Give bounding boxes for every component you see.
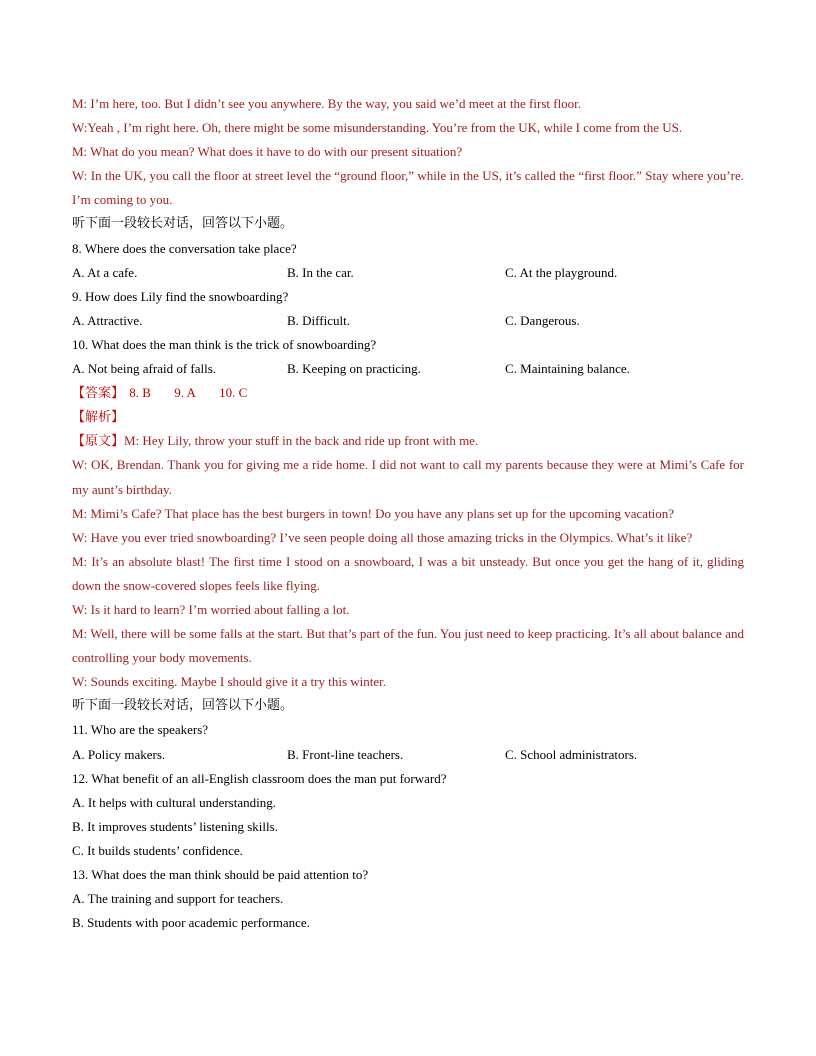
option-a: A. Not being afraid of falls.: [72, 361, 217, 377]
transcript-first-line: [72, 429, 744, 453]
dialog-line: M: I’m here, too. But I didn’t see you anywhere. By the way, you said we’d meet at the first floor.: [72, 96, 582, 111]
option-b: B. Front-line teachers.: [287, 746, 404, 762]
option-c: C. Dangerous.: [505, 312, 580, 328]
answer-8: 8. B: [129, 385, 151, 401]
option-a: A. At a cafe.: [72, 264, 138, 280]
answer-row: [72, 381, 744, 405]
option-b: B. In the car.: [287, 264, 354, 280]
transcript-line: W: Sounds exciting. Maybe I should give it a try this winter.: [72, 674, 387, 690]
question-11: 11. Who are the speakers?: [72, 722, 209, 738]
dialog-line: W:Yeah , I’m right here. Oh, there might be some misunderstanding. You’re from the UK, while I come from the US.: [72, 120, 683, 136]
option-b: B. Difficult.: [287, 312, 350, 328]
question-12: 12. What benefit of an all-English classroom does the man put forward?: [72, 770, 447, 786]
answer-9: 9. A: [174, 385, 196, 401]
option-c: C. At the playground.: [505, 264, 618, 280]
section-instruction: 听下面一段较长对话，回答以下小题。: [72, 216, 294, 232]
option-b: B. Students with poor academic performance.: [72, 915, 310, 931]
transcript-line: W: Is it hard to learn? I’m worried about falling a lot.: [72, 601, 350, 617]
question-11-options: [72, 743, 744, 767]
option-c: C. Maintaining balance.: [505, 361, 630, 377]
transcript-line: M: Hey Lily, throw your stuff in the back and ride up front with me.: [124, 433, 479, 449]
question-13: 13. What does the man think should be paid attention to?: [72, 867, 369, 882]
option-c: C. School administrators.: [505, 746, 638, 762]
answer-10: 10. C: [219, 385, 248, 401]
section-instruction: 听下面一段较长对话，回答以下小题。: [72, 698, 294, 714]
option-b: B. Keeping on practicing.: [287, 361, 421, 377]
question-8: 8. Where does the conversation take place?: [72, 240, 297, 256]
option-a: A. Policy makers.: [72, 746, 166, 762]
option-b: B. It improves students’ listening skills.: [72, 818, 278, 834]
question-8-options: [72, 261, 744, 285]
analysis-row: [72, 405, 744, 429]
dialog-line: M: What do you mean? What does it have to do with our present situation?: [72, 144, 463, 160]
transcript-line: W: OK, Brendan. Thank you for giving me a ride home. I did not want to call my parents because they were at Mimi’s Cafe for my aunt’s birthday.: [72, 457, 744, 497]
question-9-options: [72, 309, 744, 333]
transcript-line: M: Mimi’s Cafe? That place has the best burgers in town! Do you have any plans set up for the upcoming vacation?: [72, 505, 675, 521]
question-10: 10. What does the man think is the trick of snowboarding?: [72, 336, 377, 352]
transcript-line: M: Well, there will be some falls at the start. But that’s part of the fun. You just need to keep practicing. It’s all about balance and controlling your body movements.: [72, 626, 744, 666]
option-a: A. The training and support for teachers.: [72, 891, 284, 907]
analysis-tag: 【解析】: [72, 410, 125, 426]
dialog-line: W: In the UK, you call the floor at street level the “ground floor,” while in the US, it’s called the “first floor.” Stay where you’re. I’m coming to you.: [72, 168, 744, 208]
question-9: 9. How does Lily find the snowboarding?: [72, 288, 289, 304]
original-tag: 【原文】: [72, 434, 125, 450]
answer-tag: 【答案】: [72, 386, 125, 402]
option-a: A. It helps with cultural understanding.: [72, 794, 276, 810]
question-10-options: [72, 357, 744, 381]
option-a: A. Attractive.: [72, 312, 143, 328]
transcript-line: W: Have you ever tried snowboarding? I’ve seen people doing all those amazing tricks in the Olympics. What’s it like?: [72, 529, 693, 545]
transcript-line: M: It’s an absolute blast! The first time I stood on a snowboard, I was a bit unsteady. But once you get the hang of it, gliding down the snow-covered slopes feels like flying.: [72, 553, 744, 593]
option-c: C. It builds students’ confidence.: [72, 842, 243, 858]
